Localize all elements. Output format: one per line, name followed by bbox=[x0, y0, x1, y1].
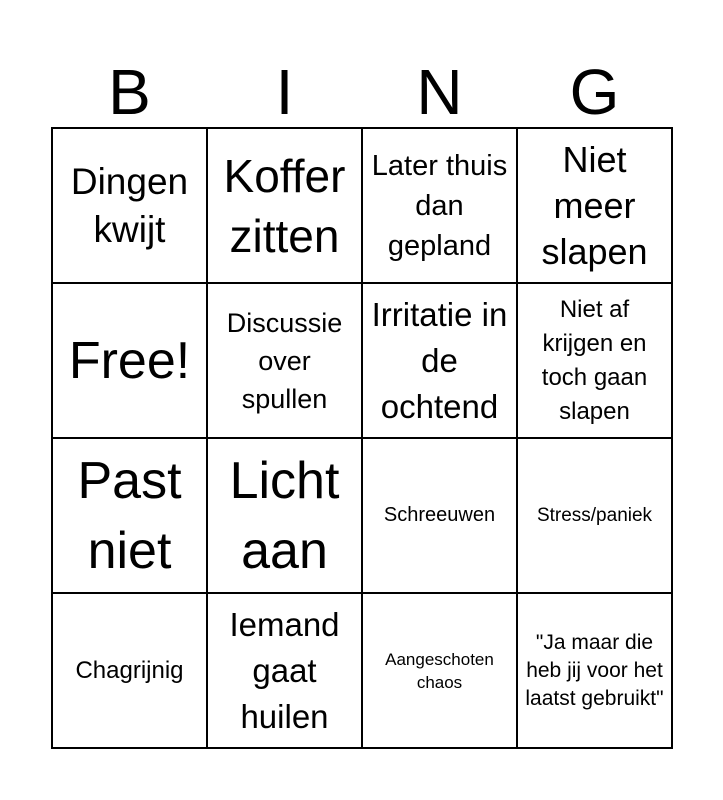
bingo-header bbox=[52, 58, 672, 126]
bingo-cell-r2-c2[interactable] bbox=[363, 439, 518, 594]
bingo-cell-text: Dingen kwijt bbox=[70, 160, 189, 250]
bingo-cell-text: Free! bbox=[68, 331, 191, 390]
bingo-cell-r1-c1[interactable] bbox=[208, 284, 363, 439]
bingo-cell-text: Niet af krijgen en toch gaan slapen bbox=[541, 295, 648, 425]
bingo-cell-r0-c0[interactable] bbox=[53, 129, 208, 284]
header-letter-b: B bbox=[108, 56, 151, 128]
header-letter-g: G bbox=[569, 56, 620, 128]
bingo-cell-text: Schreeuwen bbox=[383, 504, 496, 526]
bingo-cell-r1-c2[interactable] bbox=[363, 284, 518, 439]
bingo-cell-text: Later thuis dan gepland bbox=[371, 149, 508, 262]
bingo-cell-text: Niet meer slapen bbox=[541, 138, 648, 272]
bingo-cell-text: Discussie over spullen bbox=[226, 307, 343, 414]
bingo-cell-r2-c3[interactable] bbox=[518, 439, 673, 594]
bingo-cell-text: Aangeschoten chaos bbox=[385, 649, 494, 692]
bingo-cell-r0-c1[interactable] bbox=[208, 129, 363, 284]
bingo-cell-text: Irritatie in de ochtend bbox=[371, 295, 508, 425]
bingo-cell-text: Past niet bbox=[77, 451, 182, 580]
bingo-cell-r3-c3[interactable] bbox=[518, 594, 673, 749]
bingo-cell-text: Stress/paniek bbox=[536, 504, 653, 526]
bingo-cell-r2-c0[interactable] bbox=[53, 439, 208, 594]
bingo-cell-r0-c3[interactable] bbox=[518, 129, 673, 284]
bingo-cell-r1-c0[interactable] bbox=[53, 284, 208, 439]
header-letter-n: N bbox=[416, 56, 463, 128]
bingo-cell-text: Iemand gaat huilen bbox=[229, 605, 340, 735]
bingo-cell-text: Koffer zitten bbox=[223, 149, 346, 262]
bingo-cell-text: Licht aan bbox=[229, 451, 340, 580]
bingo-cell-text: "Ja maar die heb jij voor het laatst gebruikt" bbox=[525, 630, 664, 710]
bingo-cell-r0-c2[interactable] bbox=[363, 129, 518, 284]
bingo-cell-r2-c1[interactable] bbox=[208, 439, 363, 594]
bingo-cell-r3-c2[interactable] bbox=[363, 594, 518, 749]
bingo-cell-text: Chagrijnig bbox=[75, 656, 184, 684]
bingo-cell-r3-c1[interactable] bbox=[208, 594, 363, 749]
bingo-cell-r3-c0[interactable] bbox=[53, 594, 208, 749]
bingo-grid bbox=[51, 127, 673, 749]
header-letter-i: I bbox=[275, 56, 294, 128]
bingo-cell-r1-c3[interactable] bbox=[518, 284, 673, 439]
